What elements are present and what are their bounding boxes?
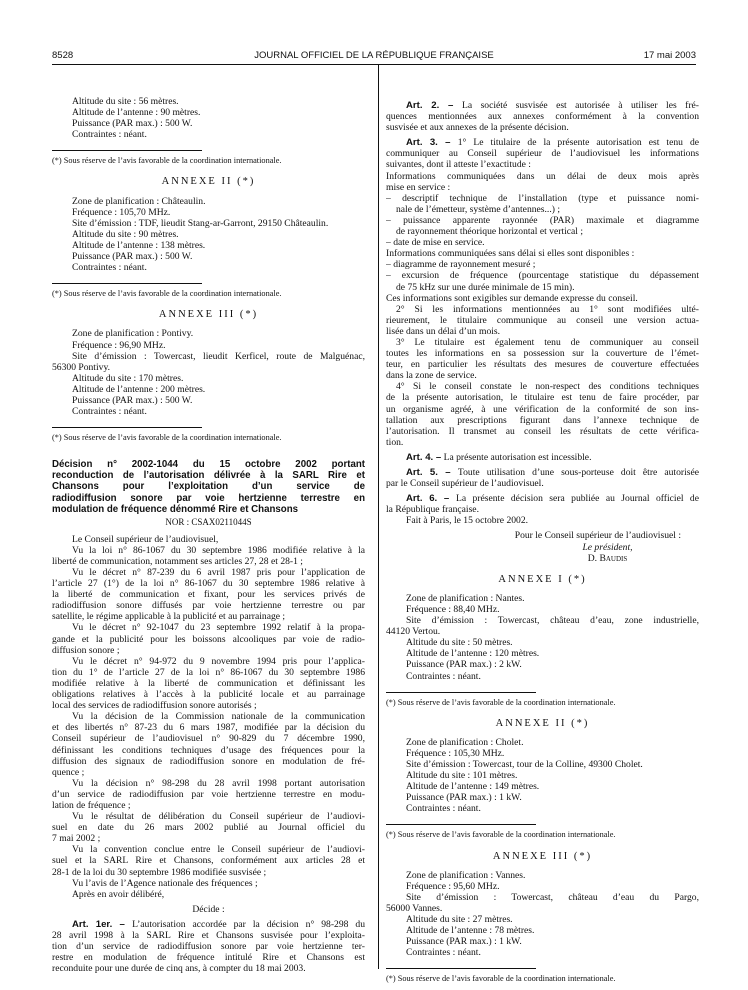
annexe-line: Puissance (PAR max.) : 500 W.: [72, 394, 193, 406]
article-line: dans la zone de service.: [386, 370, 477, 382]
footnote: (*) Sous réserve de l’avis favorable de la coordination internationale.: [386, 974, 616, 984]
annexe-line: Site d’émission : Towercast, lieudit Kerficel, route de Malguénac,: [72, 350, 365, 362]
footnote-rule: [52, 283, 202, 284]
decision-paragraph-line: local des services de radiodiffusion sonore autorisés ;: [52, 700, 257, 712]
article-line: susvisée et aux annexes de la présente décision.: [386, 122, 569, 134]
article-line: rieurement, le titulaire communique au conseil une version actua-: [386, 314, 699, 326]
article-1: [52, 919, 365, 974]
footnote-rule: [52, 150, 202, 151]
annexe-line: Contraintes : néant.: [72, 406, 147, 418]
article-line: [52, 919, 365, 930]
annexe-title: ANNEXE III (*): [158, 309, 259, 321]
annexe-title: ANNEXE II (*): [495, 717, 590, 729]
annexe-line: Fréquence : 95,60 MHz.: [406, 880, 500, 892]
annexe-line: Fréquence : 105,70 MHz.: [72, 206, 171, 218]
article-line: par le Conseil supérieur de l’audiovisuel.: [386, 478, 544, 490]
annexe-body: [386, 870, 699, 959]
annexe-line: Altitude de l’antenne : 78 mètres.: [406, 925, 535, 937]
decision-title-line: reconduction de l’autorisation délivrée à la SARL Rire et: [52, 470, 365, 482]
article-line: 3° Le titulaire est également tenu de communiquer au conseil: [396, 336, 699, 348]
decision-body: [52, 534, 365, 900]
decision-paragraph-line: définissant les conditions techniques d’usage des fréquences pour la: [52, 744, 365, 756]
annexe-line: Contraintes : néant.: [406, 803, 481, 815]
article-line: quences mentionnées aux annexes conformément à la convention: [386, 111, 699, 123]
article-line: suivantes, dont il atteste l’exactitude :: [386, 159, 531, 171]
decision-paragraph-line: l’article 27 (1°) de la loi n° 86-1067 du 30 septembre 1986 relative à: [52, 578, 365, 590]
decision-paragraph-line: suel et la SARL Rire et Chansons, conformément aux articles 28 et: [52, 855, 365, 867]
footnote-rule: [386, 692, 536, 693]
annexe-line: Altitude du site : 50 mètres.: [406, 637, 513, 649]
article-line: restre en modulation de fréquence intitulé Rire et Chansons est: [52, 952, 365, 964]
decision-paragraph-line: diffusion des signaux de radiodiffusion sonore en modulation de fré-: [52, 755, 365, 767]
signature-role: Le président,: [582, 541, 633, 553]
annexe-line: Zone de planification : Cholet.: [406, 736, 524, 748]
decision-paragraph-line: Vu le résultat de délibération du Conseil supérieur de l’audiovi-: [72, 811, 365, 823]
header-rule: [52, 64, 696, 65]
decision-paragraph-line: Vu la décision n° 98-298 du 28 avril 1998 portant autorisation: [72, 777, 365, 789]
footnote: (*) Sous réserve de l’avis favorable de la coordination internationale.: [52, 433, 282, 443]
article-label: Art. 2. –: [406, 100, 462, 111]
annexe-title: ANNEXE II (*): [161, 176, 256, 188]
decision-paragraph-line: quence ;: [52, 766, 85, 778]
annexe-line: 56300 Pontivy.: [52, 361, 111, 373]
decision-paragraph-line: Vu la convention conclue entre le Conseil supérieur de l’audiovi-: [72, 844, 365, 856]
article-line: nale de l’émetteur, système d’antennes...) ;: [396, 203, 560, 215]
annexe-line: Altitude de l’antenne : 90 mètres.: [72, 107, 201, 119]
decision-paragraph-line: Vu le décret n° 94-972 du 9 novembre 1994 pris pour l’applica-: [72, 655, 365, 667]
decision-title-line: radiodiffusion sonore par voie hertzienne terrestre en: [52, 492, 365, 504]
annexe-line: Puissance (PAR max.) : 2 kW.: [406, 659, 522, 671]
decision-paragraph-line: Vu l’avis de l’Agence nationale des fréquences ;: [72, 877, 258, 889]
decision-paragraph-line: Vu la loi n° 86-1067 du 30 septembre 1986 modifiée relative à la: [72, 544, 365, 556]
annexe-line: Altitude de l’antenne : 149 mètres.: [406, 781, 540, 793]
annexe-line: Zone de planification : Nantes.: [406, 592, 525, 604]
annexe-title: ANNEXE III (*): [492, 850, 593, 862]
decision-paragraph-line: Le Conseil supérieur de l’audiovisuel,: [72, 533, 219, 545]
article-line: lisée dans un délai d’un mois.: [386, 325, 501, 337]
page-header: [52, 50, 696, 62]
decision-title: [52, 459, 365, 514]
article-line: [386, 493, 699, 504]
article-line: un organisme agréé, à une vérification de la conformité de son ins-: [386, 403, 699, 415]
article-line: 28 avril 1998 à la SARL Rire et Chansons susvisée pour l’exploita-: [52, 930, 365, 941]
article-label: Art. 1er. –: [72, 918, 133, 930]
article-3: [386, 137, 699, 448]
article-text: La société susvisée est autorisée à utiliser les fré-: [462, 100, 699, 111]
article-line: Informations communiquées sans délai si elles sont disponibles :: [386, 248, 635, 260]
left-column: [52, 96, 365, 974]
annexe-line: Puissance (PAR max.) : 500 W.: [72, 251, 193, 263]
annexe-line: Altitude du site : 27 mètres.: [406, 914, 513, 925]
article-line: tion d’un service de radiodiffusion sonore par voie hertzienne ter-: [52, 941, 365, 953]
decision-paragraph-line: et des libertés n° 87-23 du 6 mars 1987, modifiée par la décision du: [52, 722, 365, 734]
decision-paragraph-line: Vu le décret n° 92-1047 du 23 septembre 1992 relatif à la propa-: [72, 622, 365, 634]
decision-title-line: Chansons pour l’exploitation d’un service de: [52, 481, 365, 493]
annexe-body: [52, 328, 365, 417]
article-line: – descriptif technique de l’installation (type et puissance nomi-: [386, 192, 699, 204]
article-line: – diagramme de rayonnement mesuré ;: [386, 259, 536, 271]
decision-paragraph-line: gande et la publicité pour les boissons alcooliques par voie de radio-: [52, 633, 365, 645]
decision-paragraph-line: radiodiffusion sonore diffusés par voie hertzienne terrestre ou par: [52, 600, 365, 612]
annexe-line: Zone de planification : Châteaulin.: [72, 195, 206, 207]
article-line: – excursion de fréquence (pourcentage statistique du dépassement: [386, 270, 699, 282]
signature-name: D. Baudis: [587, 552, 628, 564]
article-line: de la présente autorisation, le titulaire est tenu de faire procéder, par: [386, 392, 699, 404]
annexe-line: Puissance (PAR max.) : 1 kW.: [406, 936, 522, 948]
article-line: de 75 kHz sur une durée minimale de 15 min).: [396, 281, 575, 293]
footnote: (*) Sous réserve de l’avis favorable de la coordination internationale.: [386, 830, 616, 840]
decision-paragraph-line: 7 mai 2002 ;: [52, 833, 101, 845]
annexe-body: [386, 737, 699, 815]
article-text: La présente autorisation est incessible.: [443, 451, 592, 463]
decision-paragraph-line: Vu le décret n° 87-239 du 6 avril 1987 pris pour l’application de: [72, 567, 365, 578]
decision-title-line: modulation de fréquence dénommé Rire et Chansons: [52, 503, 298, 515]
decision-paragraph-line: Vu la décision de la Commission nationale de la communication: [72, 711, 365, 723]
decision-paragraph-line: diffusion sonore ;: [52, 644, 120, 656]
footnote: (*) Sous réserve de l’avis favorable de la coordination internationale.: [386, 697, 616, 707]
annexe-line: Contraintes : néant.: [406, 947, 481, 959]
annexe-line: Contraintes : néant.: [72, 129, 147, 141]
article-line: la République française.: [386, 504, 479, 516]
article-label: Art. 6. –: [406, 493, 456, 505]
article-line: l’autorisation. Il transmet au conseil les résultats de cette vérifica-: [386, 425, 699, 437]
annexe-title: ANNEXE I (*): [498, 573, 587, 585]
article-line: – date de mise en service.: [386, 237, 485, 249]
article-6: [386, 493, 699, 515]
article-4: [386, 452, 699, 463]
article-line: teur, en particulier les résultats des mesures de couverture effectuées: [386, 359, 699, 371]
article-5: [386, 467, 699, 489]
article-label: Art. 5. –: [406, 467, 458, 478]
decision-paragraph-line: 28-1 de la loi du 30 septembre 1986 modifiée susvisée ;: [52, 866, 267, 878]
annexe-continued: [52, 96, 365, 140]
article-line: tion.: [386, 436, 404, 448]
footnote-rule: [386, 968, 536, 969]
annexe-line: Site d’émission : TDF, lieudit Stang-ar-Garront, 29150 Châteaulin.: [72, 217, 329, 229]
annexe-body: [52, 196, 365, 274]
article-text: 1° Le titulaire de la présente autorisation est tenu de: [457, 137, 699, 149]
footnote: (*) Sous réserve de l’avis favorable de la coordination internationale.: [52, 156, 282, 166]
decision-paragraph-line: satellite, le régime applicable à la publicité et au parrainage ;: [52, 611, 286, 623]
footnote: (*) Sous réserve de l’avis favorable de la coordination internationale.: [52, 289, 282, 299]
article-line: 4° Si le conseil constate le non-respect des conditions techniques: [396, 381, 699, 393]
decision-paragraph-line: modifiée relative à la liberté de communication et définissant les: [52, 677, 365, 689]
decision-paragraph-line: tion du 1° de l’article 27 de la loi n° 86-1067 du 30 septembre 1986: [52, 666, 365, 678]
article-line: – puissance apparente rayonnée (PAR) maximale et diagramme: [386, 214, 699, 226]
annexe-line: Altitude de l’antenne : 120 mètres.: [406, 648, 540, 660]
signature-date: Fait à Paris, le 15 octobre 2002.: [406, 515, 529, 527]
column-divider: [378, 64, 379, 969]
article-line: toutes les informations en sa possession sur la couverture de l’émet-: [386, 348, 699, 360]
footnote-rule: [52, 427, 202, 428]
decision-paragraph-line: liberté de communication, notamment ses articles 27, 28 et 28-1 ;: [52, 555, 303, 567]
article-line: Informations communiquées dans un délai de deux mois après: [386, 170, 699, 182]
annexe-line: Altitude du site : 170 mètres.: [72, 372, 184, 384]
article-line: [386, 100, 699, 111]
annexe-line: Altitude du site : 101 mètres.: [406, 770, 518, 782]
article-line: communiquer au Conseil supérieur de l’audiovisuel les informations: [386, 148, 699, 160]
decision-paragraph-line: d’un service de radiodiffusion par voie hertzienne terrestre en modu-: [52, 788, 365, 800]
footnote-rule: [386, 824, 536, 825]
annexe-line: Puissance (PAR max.) : 1 kW.: [406, 792, 522, 804]
annexe-body: [386, 593, 699, 682]
annexe-line: Fréquence : 96,90 MHz.: [72, 339, 166, 351]
annexe-line: Altitude du site : 56 mètres.: [72, 96, 179, 107]
decision-paragraph-line: lation de fréquence ;: [52, 799, 131, 811]
annexe-line: Site d’émission : Towercast, château d’eau du Pargo,: [406, 891, 699, 903]
annexe-line: Site d’émission : Towercast, château d’eau, zone industrielle,: [406, 615, 699, 627]
article-label: Art. 3. –: [406, 137, 458, 149]
annexe-line: Altitude de l’antenne : 138 mètres.: [72, 239, 206, 251]
article-line: mise en service :: [386, 181, 451, 193]
article-line: de rayonnement théorique horizontal et vertical ;: [396, 226, 584, 238]
journal-title: JOURNAL OFFICIEL DE LA RÉPUBLIQUE FRANÇAISE: [254, 50, 494, 61]
right-column: [386, 100, 699, 984]
article-line: [386, 467, 699, 478]
article-text: Toute utilisation d’une sous-porteuse doit être autorisée: [457, 467, 699, 478]
article-label: Art. 4. –: [406, 451, 442, 463]
decision-paragraph-line: la liberté de communication et fixant, pour les services privés de: [52, 589, 365, 601]
annexe-line: Site d’émission : Towercast, tour de la Colline, 49300 Cholet.: [406, 758, 643, 770]
annexe-line: Zone de planification : Vannes.: [406, 869, 526, 881]
issue-date: 17 mai 2003: [643, 50, 696, 61]
annexe-line: Altitude du site : 90 mètres.: [72, 228, 179, 240]
article-line: tallation aux prescriptions figurant dans l’annexe technique de: [386, 414, 699, 426]
decision-paragraph-line: Après en avoir délibéré,: [72, 888, 165, 900]
signature-organization: Pour le Conseil supérieur de l’audiovisuel :: [514, 530, 681, 542]
decision-paragraph-line: Conseil supérieur de l’audiovisuel n° 90-829 du 7 décembre 1990,: [52, 733, 365, 745]
decide-heading: Décide :: [192, 903, 225, 915]
annexe-line: Fréquence : 88,40 MHz.: [406, 603, 500, 615]
article-line: Ces informations sont exigibles sur demande expresse du conseil.: [386, 292, 638, 304]
page-number: 8528: [52, 50, 74, 61]
article-text: La présente décision sera publiée au Journal officiel de: [455, 493, 699, 505]
annexe-line: Contraintes : néant.: [72, 262, 147, 274]
article-line: reconduite pour une durée de cinq ans, à compter du 18 mai 2003.: [52, 963, 306, 975]
annexe-line: Zone de planification : Pontivy.: [72, 328, 194, 340]
article-line: 2° Si les informations mentionnées au 1° sont modifiées ulté-: [396, 303, 699, 315]
decision-paragraph-line: obligations relatives à l’accès à la publicité locale et au parrainage: [52, 689, 365, 701]
article-2: [386, 100, 699, 133]
annexe-line: Fréquence : 105,30 MHz.: [406, 747, 505, 759]
nor-reference: NOR : CSAX0211044S: [165, 516, 252, 527]
annexe-line: Contraintes : néant.: [406, 670, 481, 682]
decision-title-line: Décision n° 2002-1044 du 15 octobre 2002 portant: [52, 459, 365, 471]
annexe-line: Altitude de l’antenne : 200 mètres.: [72, 383, 206, 395]
annexe-line: 44120 Vertou.: [386, 626, 441, 638]
article-text: L’autorisation accordée par la décision n° 98-298 du: [132, 918, 365, 930]
article-line: [386, 137, 699, 148]
annexe-line: Puissance (PAR max.) : 500 W.: [72, 118, 193, 130]
annexe-line: 56000 Vannes.: [386, 902, 443, 914]
decision-paragraph-line: suel en date du 26 mars 2002 publié au Journal officiel du: [52, 822, 365, 834]
